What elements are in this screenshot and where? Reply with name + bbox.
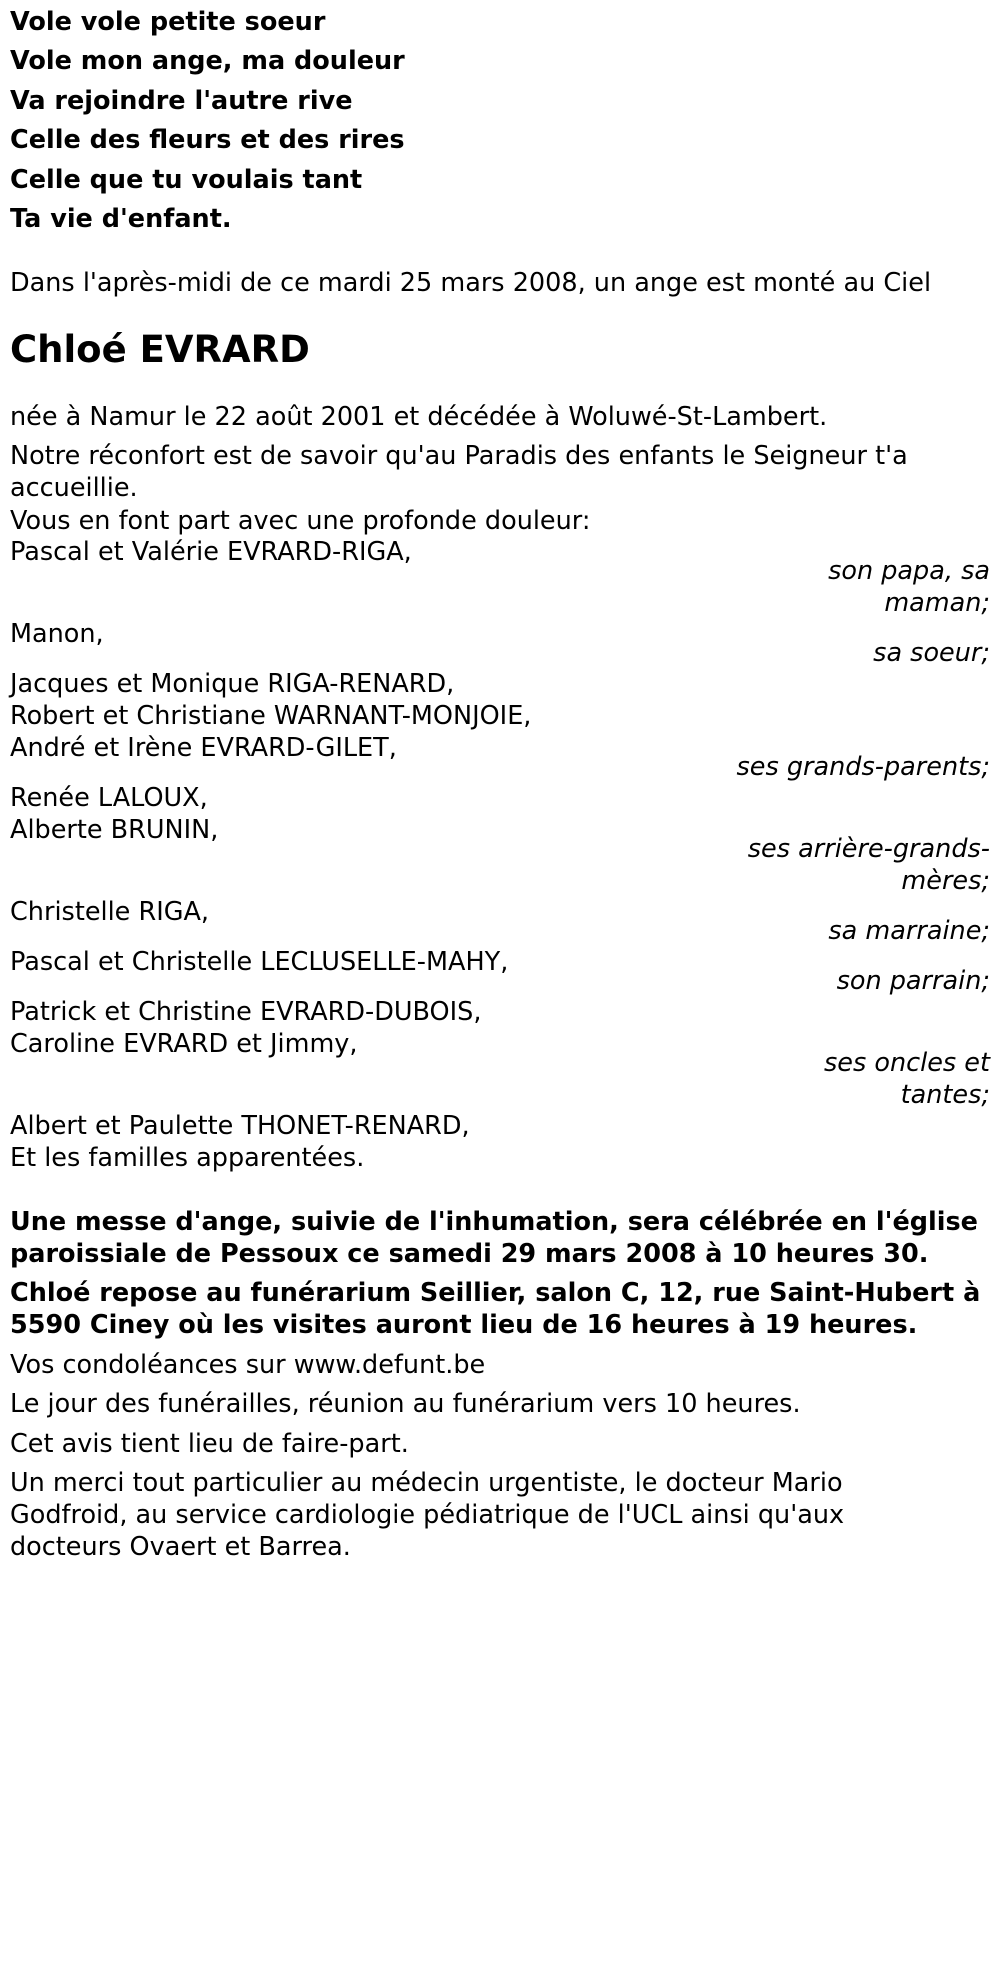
family-parents: Pascal et Valérie EVRARD-RIGA, (10, 537, 412, 567)
role-parents-2: maman; (884, 588, 990, 618)
family-godmother: Christelle RIGA, (10, 897, 210, 927)
family-others-1: Albert et Paulette THONET-RENARD, (10, 1111, 470, 1141)
role-uncles-2: tantes; (900, 1080, 990, 1110)
intro-text: Dans l'après-midi de ce mardi 25 mars 2008, un ange est monté au Ciel (10, 268, 932, 298)
poem-line-5: Celle que tu voulais tant (10, 165, 363, 195)
family-uncles-2: Caroline EVRARD et Jimmy, (10, 1029, 358, 1059)
rest-line-2: 5590 Ciney où les visites auront lieu de 16 heures à 19 heures. (10, 1310, 918, 1340)
thanks-line-3: docteurs Ovaert et Barrea. (10, 1532, 351, 1562)
poem-line-4: Celle des fleurs et des rires (10, 125, 405, 155)
poem-line-1: Vole vole petite soeur (10, 7, 326, 37)
funeral-day-text: Le jour des funérailles, réunion au funérarium vers 10 heures. (10, 1389, 801, 1419)
poem-line-6: Ta vie d'enfant. (10, 204, 232, 234)
birth-text: née à Namur le 22 août 2001 et décédée à Woluwé-St-Lambert. (10, 402, 828, 432)
announce-text: Vous en font part avec une profonde douleur: (10, 506, 591, 536)
condolences-text: Vos condoléances sur www.defunt.be (10, 1350, 486, 1380)
notice-text: Cet avis tient lieu de faire-part. (10, 1429, 409, 1459)
poem-line-2: Vole mon ange, ma douleur (10, 46, 405, 76)
mass-line-2: paroissiale de Pessoux ce samedi 29 mars 2008 à 10 heures 30. (10, 1239, 929, 1269)
thanks-line-2: Godfroid, au service cardiologie pédiatrique de l'UCL ainsi qu'aux (10, 1500, 845, 1530)
comfort-line-1: Notre réconfort est de savoir qu'au Paradis des enfants le Seigneur t'a (10, 441, 908, 471)
family-sister: Manon, (10, 619, 104, 649)
role-sister: sa soeur; (873, 638, 990, 668)
role-godfather: son parrain; (836, 966, 990, 996)
family-godfather: Pascal et Christelle LECLUSELLE-MAHY, (10, 947, 509, 977)
family-others-2: Et les familles apparentées. (10, 1143, 365, 1173)
family-great-grandmothers-2: Alberte BRUNIN, (10, 815, 219, 845)
family-grandparents-3: André et Irène EVRARD-GILET, (10, 733, 397, 763)
role-great-grandmothers-1: ses arrière-grands- (747, 834, 990, 864)
comfort-line-2: accueillie. (10, 473, 138, 503)
thanks-line-1: Un merci tout particulier au médecin urgentiste, le docteur Mario (10, 1468, 843, 1498)
role-parents-1: son papa, sa (828, 556, 990, 586)
deceased-name: Chloé EVRARD (10, 328, 310, 371)
role-uncles-1: ses oncles et (824, 1048, 990, 1078)
family-grandparents-2: Robert et Christiane WARNANT-MONJOIE, (10, 701, 532, 731)
family-grandparents-1: Jacques et Monique RIGA-RENARD, (10, 669, 455, 699)
role-godmother: sa marraine; (828, 916, 990, 946)
role-great-grandmothers-2: mères; (901, 866, 990, 896)
mass-line-1: Une messe d'ange, suivie de l'inhumation, sera célébrée en l'église (10, 1207, 978, 1237)
poem-line-3: Va rejoindre l'autre rive (10, 86, 353, 116)
family-uncles-1: Patrick et Christine EVRARD-DUBOIS, (10, 997, 482, 1027)
role-grandparents: ses grands-parents; (736, 752, 990, 782)
family-great-grandmothers-1: Renée LALOUX, (10, 783, 208, 813)
rest-line-1: Chloé repose au funérarium Seillier, salon C, 12, rue Saint-Hubert à (10, 1278, 981, 1308)
